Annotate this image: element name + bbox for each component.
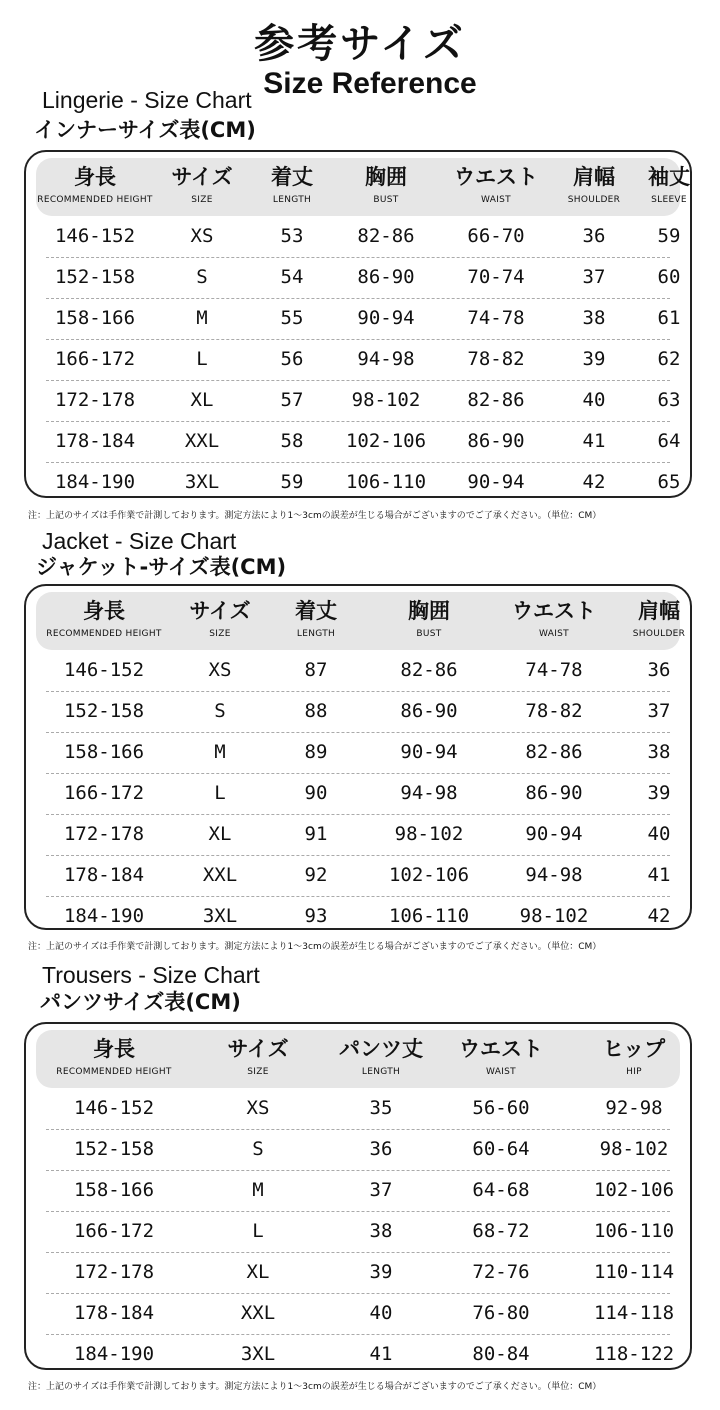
table-cell: 93 [304,905,328,927]
table-cell: 82-86 [525,741,583,763]
column-header-jp: パンツ丈 [339,1037,423,1061]
table-row [46,1088,670,1130]
table-cell: 106-110 [345,471,427,493]
table-cell: 64 [657,430,681,452]
table-cell: 41 [369,1343,393,1365]
table-row [46,298,681,340]
table-cell: 88 [304,700,328,722]
table-cell: 38 [582,307,606,329]
table-cell: XL [246,1261,270,1283]
column-header-jp: サイズ [171,165,233,189]
table-row [46,216,681,258]
table-row [46,1334,675,1375]
table-cell: 146-152 [54,225,136,247]
table-cell: 57 [280,389,304,411]
section-title: Lingerie - Size Chart [42,87,252,113]
column-header-en: SLEEVE [651,195,687,205]
column-header-jp: 身長 [83,599,125,623]
table-cell: 94-98 [357,348,415,370]
section-subtitle: パンツサイズ表(CM) [40,990,241,1014]
column-header-en: LENGTH [361,1067,401,1077]
size-table [24,584,692,930]
table-cell: 37 [647,700,671,722]
table-row [46,257,681,299]
column-header-jp: 袖丈 [648,165,690,189]
table-row [46,1293,675,1335]
table-cell: 37 [369,1179,393,1201]
table-row [46,650,670,692]
table-cell: 152-158 [73,1138,155,1160]
column-header-en: RECOMMENDED HEIGHT [37,195,153,205]
column-header-jp: 着丈 [271,165,313,189]
column-header [36,1030,192,1088]
column-header [36,592,172,650]
table-cell: 56 [280,348,304,370]
table-cell: 114-118 [593,1302,675,1324]
table-cell: 91 [304,823,328,845]
table-cell: 172-178 [63,823,145,845]
table-cell: 66-70 [467,225,525,247]
column-header [172,592,268,650]
table-cell: 158-166 [63,741,145,763]
column-header-jp: ヒップ [602,1037,666,1061]
table-row [46,380,681,422]
table-cell: 86-90 [400,700,458,722]
column-header-en: LENGTH [296,629,336,639]
page-title-jp: 参考サイズ [254,21,466,67]
column-header-jp: サイズ [189,599,251,623]
table-cell: 90-94 [467,471,525,493]
table-cell: 63 [657,389,681,411]
table-cell: 146-152 [73,1097,155,1119]
column-header [438,1030,564,1088]
table-cell: 36 [647,659,671,681]
table-cell: XS [190,225,214,247]
table-cell: S [214,700,226,722]
table-cell: 3XL [202,905,238,927]
table-cell: 110-114 [593,1261,675,1283]
table-cell: 62 [657,348,681,370]
column-header-en: BUST [416,629,442,639]
table-cell: 102-106 [388,864,470,886]
table-cell: 98-102 [599,1138,669,1160]
table-cell: 178-184 [54,430,136,452]
column-header [364,592,494,650]
column-header-en: BUST [373,195,399,205]
table-cell: 184-190 [63,905,145,927]
measurement-note: 注：上記のサイズは手作業で計測しております。測定方法により1～3cmの誤差が生じる場合がございますのでご了承ください。（単位：CM） [28,1382,602,1392]
column-header [614,592,704,650]
table-cell: 86-90 [467,430,525,452]
table-cell: L [252,1220,264,1242]
table-header [36,592,686,650]
table-cell: 53 [280,225,304,247]
table-cell: 92 [304,864,328,886]
table-cell: 89 [304,741,328,763]
table-cell: 184-190 [73,1343,155,1365]
table-cell: 78-82 [467,348,525,370]
table-cell: 58 [280,430,304,452]
table-cell: 92-98 [605,1097,663,1119]
column-header [438,158,554,216]
table-cell: S [252,1138,264,1160]
table-cell: 158-166 [54,307,136,329]
table-cell: 87 [304,659,328,681]
table-row [46,1129,670,1171]
table-header [36,1030,680,1088]
column-header-jp: 胸囲 [365,165,407,189]
column-header-jp: サイズ [227,1037,289,1061]
table-cell: 172-178 [73,1261,155,1283]
table-cell: 54 [280,266,304,288]
table-cell: 76-80 [472,1302,530,1324]
table-cell: XS [208,659,232,681]
table-cell: 70-74 [467,266,525,288]
table-cell: 3XL [240,1343,276,1365]
column-header [634,158,704,216]
table-cell: XS [246,1097,270,1119]
table-cell: 41 [647,864,671,886]
table-cell: 106-110 [593,1220,675,1242]
table-cell: 166-172 [73,1220,155,1242]
table-cell: 178-184 [73,1302,155,1324]
table-cell: M [214,741,226,763]
table-cell: 59 [657,225,681,247]
column-header-en: SHOULDER [567,195,621,205]
table-row [46,1211,675,1253]
column-header-jp: 身長 [74,165,116,189]
table-cell: M [196,307,208,329]
column-header-jp: ウエスト [512,599,596,623]
table-cell: 166-172 [54,348,136,370]
table-cell: 60-64 [472,1138,530,1160]
table-row [46,339,681,381]
table-cell: XL [190,389,214,411]
table-cell: S [196,266,208,288]
table-cell: 82-86 [357,225,415,247]
table-cell: 72-76 [472,1261,530,1283]
table-cell: 60 [657,266,681,288]
section-title: Trousers - Size Chart [42,962,260,988]
table-row [46,1252,675,1294]
table-cell: 98-102 [519,905,589,927]
column-header [154,158,250,216]
column-header [564,1030,704,1088]
table-cell: 68-72 [472,1220,530,1242]
table-cell: 80-84 [472,1343,530,1365]
table-cell: 146-152 [63,659,145,681]
column-header-en: RECOMMENDED HEIGHT [56,1067,172,1077]
table-cell: 152-158 [54,266,136,288]
column-header [494,592,614,650]
table-cell: 36 [369,1138,393,1160]
column-header-jp: 身長 [93,1037,135,1061]
column-header [250,158,334,216]
section-title: Jacket - Size Chart [42,528,237,554]
table-cell: XXL [184,430,220,452]
table-row [46,1170,675,1212]
table-cell: 158-166 [73,1179,155,1201]
measurement-note: 注：上記のサイズは手作業で計測しております。測定方法により1～3cmの誤差が生じる場合がございますのでご了承ください。（単位：CM） [28,942,602,952]
table-cell: 64-68 [472,1179,530,1201]
column-header-en: WAIST [486,1067,516,1077]
table-cell: 90-94 [400,741,458,763]
table-row [46,462,681,503]
table-cell: 90-94 [525,823,583,845]
table-cell: M [252,1179,264,1201]
table-cell: 82-86 [400,659,458,681]
table-cell: 61 [657,307,681,329]
table-cell: 86-90 [357,266,415,288]
table-cell: 106-110 [388,905,470,927]
table-cell: 38 [369,1220,393,1242]
table-cell: 86-90 [525,782,583,804]
column-header-en: SIZE [247,1067,269,1077]
table-cell: 184-190 [54,471,136,493]
column-header [192,1030,324,1088]
table-header [36,158,690,216]
column-header-en: WAIST [539,629,569,639]
table-row [46,421,681,463]
table-cell: 102-106 [345,430,427,452]
table-cell: L [214,782,226,804]
column-header-en: HIP [626,1067,642,1077]
table-cell: 42 [647,905,671,927]
table-cell: 59 [280,471,304,493]
column-header-jp: 着丈 [295,599,337,623]
table-cell: 94-98 [400,782,458,804]
column-header [268,592,364,650]
table-cell: XXL [240,1302,276,1324]
table-cell: 38 [647,741,671,763]
column-header [324,1030,438,1088]
table-row [46,814,670,856]
column-header [334,158,438,216]
size-table [24,1022,692,1370]
table-cell: 172-178 [54,389,136,411]
column-header-en: WAIST [481,195,511,205]
table-cell: 39 [647,782,671,804]
table-cell: 178-184 [63,864,145,886]
section-subtitle: インナーサイズ表(CM) [34,118,256,142]
table-cell: 40 [369,1302,393,1324]
page-title-en: Size Reference [263,67,477,100]
table-cell: 94-98 [525,864,583,886]
table-cell: 36 [582,225,606,247]
table-cell: 78-82 [525,700,583,722]
column-header-en: SIZE [191,195,213,205]
table-cell: 42 [582,471,606,493]
table-cell: 166-172 [63,782,145,804]
table-cell: 82-86 [467,389,525,411]
size-table [24,150,692,498]
column-header-jp: 胸囲 [408,599,450,623]
table-cell: 39 [582,348,606,370]
table-cell: 152-158 [63,700,145,722]
table-cell: L [196,348,208,370]
table-cell: 37 [582,266,606,288]
column-header-en: RECOMMENDED HEIGHT [46,629,162,639]
table-cell: XXL [202,864,238,886]
table-row [46,855,670,897]
table-cell: 39 [369,1261,393,1283]
table-cell: 35 [369,1097,393,1119]
column-header-jp: 肩幅 [573,165,615,189]
column-header [36,158,154,216]
section-subtitle: ジャケット-サイズ表(CM) [36,555,287,579]
column-header-en: SIZE [209,629,231,639]
measurement-note: 注：上記のサイズは手作業で計測しております。測定方法により1～3cmの誤差が生じる場合がございますのでご了承ください。（単位：CM） [28,511,602,521]
table-cell: XL [208,823,232,845]
table-cell: 98-102 [394,823,464,845]
column-header-jp: ウエスト [454,165,538,189]
table-cell: 41 [582,430,606,452]
table-cell: 3XL [184,471,220,493]
table-cell: 102-106 [593,1179,675,1201]
table-cell: 74-78 [467,307,525,329]
column-header [554,158,634,216]
table-cell: 118-122 [593,1343,675,1365]
column-header-en: SHOULDER [632,629,686,639]
column-header-en: LENGTH [272,195,312,205]
table-cell: 56-60 [472,1097,530,1119]
table-cell: 40 [647,823,671,845]
table-cell: 98-102 [351,389,421,411]
table-row [46,732,670,774]
table-cell: 55 [280,307,304,329]
table-row [46,773,670,815]
table-cell: 40 [582,389,606,411]
table-cell: 90 [304,782,328,804]
table-cell: 90-94 [357,307,415,329]
table-cell: 65 [657,471,681,493]
column-header-jp: 肩幅 [638,599,680,623]
table-row [46,691,670,733]
table-row [46,896,670,937]
table-cell: 74-78 [525,659,583,681]
column-header-jp: ウエスト [459,1037,543,1061]
